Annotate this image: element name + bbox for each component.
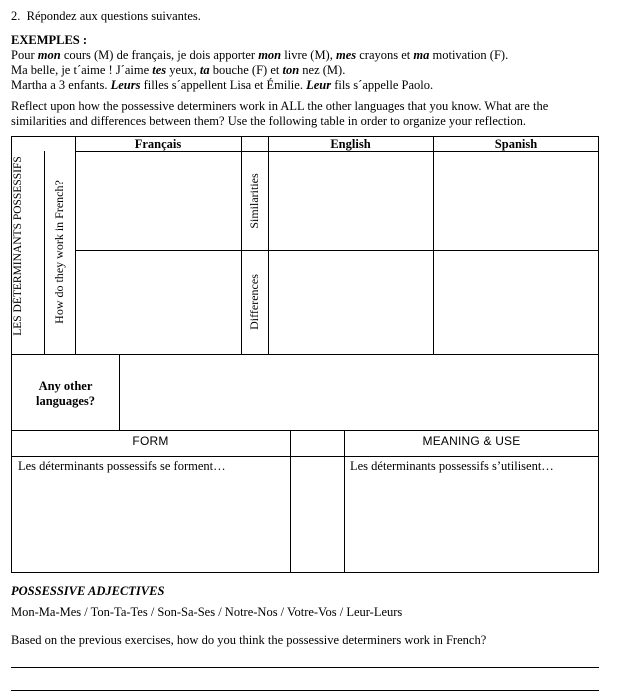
- answer-cell-spanish-similarities[interactable]: [434, 152, 599, 250]
- meaning-header: MEANING & USE: [422, 434, 521, 448]
- other-languages-label: Any other languages?: [35, 379, 96, 408]
- examples-heading: EXEMPLES :: [11, 33, 88, 47]
- reflect-instruction-2: similarities and differences between them? Use the following table in order to organize your reflection.: [11, 114, 526, 128]
- row-label-how-they-work: How do they work in French?: [52, 180, 66, 324]
- example-line-3: Martha a 3 enfants. Leurs filles s´appellent Lisa et Émilie. Leur fils s´appelle Paolo.: [11, 78, 434, 92]
- question-instruction: 2. Répondez aux questions suivantes.: [11, 9, 201, 23]
- example-line-1: Pour mon cours (M) de français, je dois apporter mon livre (M), mes crayons et ma motivation (F).: [11, 48, 509, 62]
- header-english: English: [330, 137, 371, 151]
- header-francais: Français: [134, 137, 182, 151]
- form-right-border: [290, 431, 291, 573]
- possessive-adjectives-heading: POSSESSIVE ADJECTIVES: [11, 584, 165, 598]
- answer-cell-francais-1[interactable]: [76, 152, 241, 250]
- answer-cell-english-differences[interactable]: [269, 251, 433, 354]
- reflect-instruction-1: Reflect upon how the possessive determiners work in ALL the other languages that you know. What are the: [11, 99, 549, 113]
- form-header-divider: [11, 456, 599, 457]
- row-label-differences: Differences: [247, 274, 261, 330]
- answer-cell-francais-2[interactable]: [76, 251, 241, 354]
- form-header: FORM: [132, 434, 169, 448]
- francais-right-border: [241, 136, 242, 354]
- answer-cell-spanish-differences[interactable]: [434, 251, 599, 354]
- row-label-divider: [44, 151, 45, 354]
- answer-cell-english-similarities[interactable]: [269, 152, 433, 250]
- answer-line-2[interactable]: [11, 690, 599, 691]
- final-question: Based on the previous exercises, how do you think the possessive determiners work in French?: [11, 633, 487, 647]
- row-label-similarities: Similarities: [247, 173, 261, 229]
- answer-cell-meaning[interactable]: [345, 474, 599, 573]
- answer-cell-form[interactable]: [12, 474, 290, 573]
- example-line-2: Ma belle, je t´aime ! J´aime tes yeux, ta bouche (F) et ton nez (M).: [11, 63, 346, 77]
- answer-line-1[interactable]: [11, 667, 599, 668]
- possessive-adjectives-list: Mon-Ma-Mes / Ton-Ta-Tes / Son-Sa-Ses / Notre-Nos / Votre-Vos / Leur-Leurs: [11, 605, 403, 619]
- answer-cell-other-languages[interactable]: [120, 355, 599, 431]
- header-spanish: Spanish: [494, 137, 538, 151]
- meaning-prompt: Les déterminants possessifs s’utilisent…: [350, 459, 554, 473]
- form-prompt: Les déterminants possessifs se forment…: [18, 459, 226, 473]
- row-label-determinants: LES DÉTERMINANTS POSSESSIFS: [12, 156, 24, 336]
